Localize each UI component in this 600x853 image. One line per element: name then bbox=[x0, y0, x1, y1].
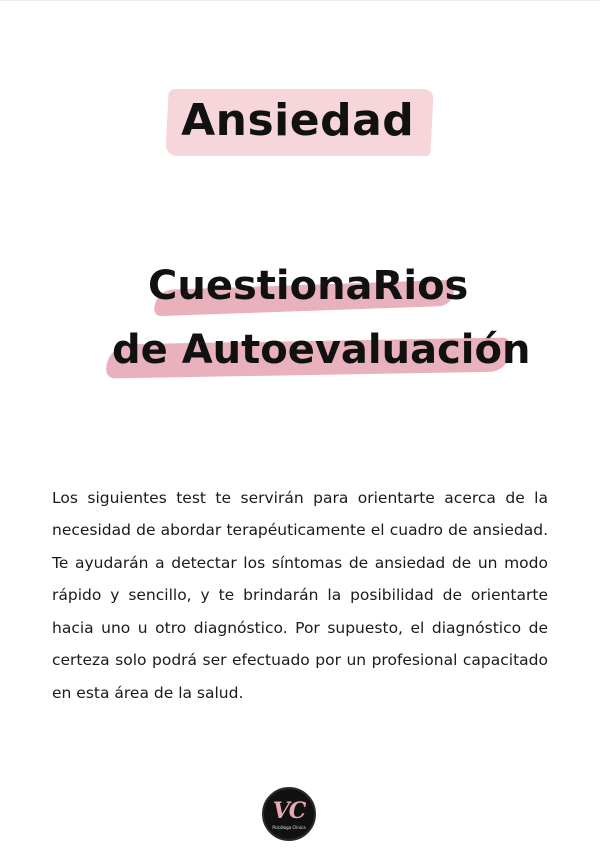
intro-paragraph: Los siguientes test te servirán para orientarte acerca de la necesidad de abordar terapéuticamente el cuadro de ansiedad. Te ayudarán a detectar los síntomas de ansiedad de un modo rápido y sencillo, y te brindarán la posibilidad de orientarte hacia uno u otro diagnóstico. Por supuesto, el diagnóstico de certeza solo podrá ser efectuado por un profesional capacitado en esta área de la salud. bbox=[52, 488, 548, 702]
title-container bbox=[0, 89, 600, 156]
logo-monogram: VC bbox=[272, 798, 306, 824]
subtitle-line-2-text: de Autoevaluación bbox=[112, 327, 531, 373]
subtitle-line-1 bbox=[148, 263, 468, 309]
subtitle-line-1-text: CuestionaRios bbox=[148, 263, 469, 309]
logo-caption: Psicóloga Clínica bbox=[272, 825, 306, 830]
title-highlight bbox=[166, 89, 435, 156]
author-logo bbox=[262, 787, 316, 841]
page-title: Ansiedad bbox=[181, 95, 415, 146]
subtitle-line-2 bbox=[112, 327, 530, 373]
